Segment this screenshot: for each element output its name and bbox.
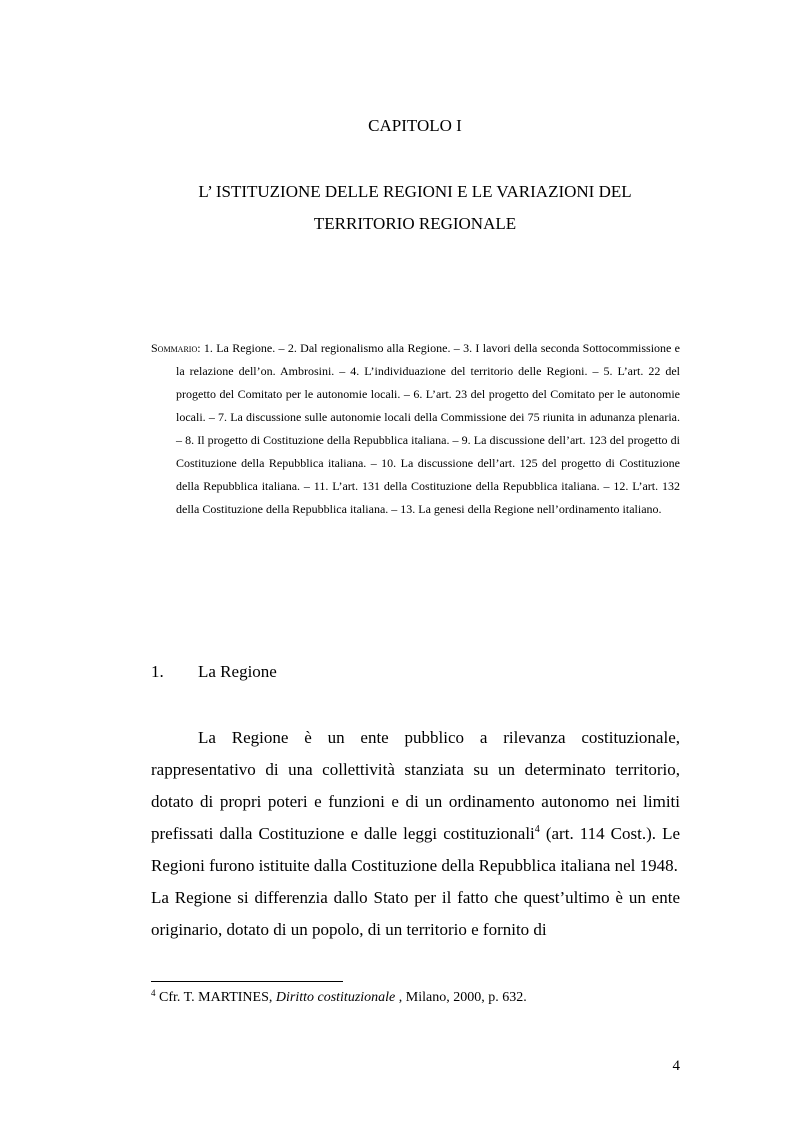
footnote-prefix: Cfr. T. MARTINES, (155, 990, 276, 1005)
footnote-book-title: Diritto costituzionale (275, 990, 396, 1005)
footnote-number: 4 (151, 988, 156, 998)
body-text (151, 722, 680, 946)
summary-block (151, 337, 680, 521)
paragraph-1 (151, 722, 680, 882)
section-heading (151, 660, 277, 684)
summary-text: 1. La Regione. – 2. Dal regionalismo alla Regione. – 3. I lavori della seconda Sottocommissione e la relazione dell’on. Ambrosini. – 4. L’individuazione del territorio delle Regioni. – 5. L’art. 22 del progetto del Comitato per le autonomie locali. – 6. L’art. 23 del progetto del Comitato per le autonomie locali. – 7. La discussione sulle autonomie locali della Commissione dei 75 riunita in adunanza plenaria. – 8. Il progetto di Costituzione della Repubblica italiana. – 9. La discussione dell’art. 123 del progetto di Costituzione della Repubblica italiana. – 10. La discussione dell’art. 125 del progetto di Costituzione della Repubblica italiana. – 11. L’art. 131 della Costituzione della Repubblica italiana. – 12. L’art. 132 della Costituzione della Repubblica italiana. – 13. La genesi della Regione nell’ordinamento italiano. (176, 341, 681, 516)
chapter-title-line-1: L’ ISTITUZIONE DELLE REGIONI E LE VARIAZIONI DEL (198, 182, 632, 201)
chapter-title-line-2: TERRITORIO REGIONALE (313, 214, 517, 233)
footnote-separator (151, 981, 343, 982)
paragraph-1-text-b: (art. 114 Cost.). Le Regioni furono istituite dalla Costituzione della Repubblica italiana nel 1948. (151, 824, 680, 875)
footnote-reference[interactable]: 4 (534, 824, 540, 835)
paragraph-2: La Regione si differenzia dallo Stato per il fatto che quest’ultimo è un ente originario, dotato di un popolo, di un territorio e fornito di (151, 888, 680, 939)
section-number: 1. (151, 662, 164, 681)
summary-label: Sommario: (151, 341, 201, 355)
page-number: 4 (672, 1058, 680, 1074)
paragraph-1-text-a: La Regione è un ente pubblico a rilevanza costituzionale, rappresentativo di una collettività stanziata su un determinato territorio, dotato di propri poteri e funzioni e di un ordinamento autonomo nei limiti prefissati dalla Costituzione e dalle leggi costituzionali (151, 728, 680, 843)
section-title: La Regione (198, 662, 277, 681)
footnote (151, 988, 680, 1008)
chapter-title (0, 176, 793, 240)
footnote-suffix: , Milano, 2000, p. 632. (395, 990, 527, 1005)
chapter-heading: CAPITOLO I (368, 116, 462, 135)
